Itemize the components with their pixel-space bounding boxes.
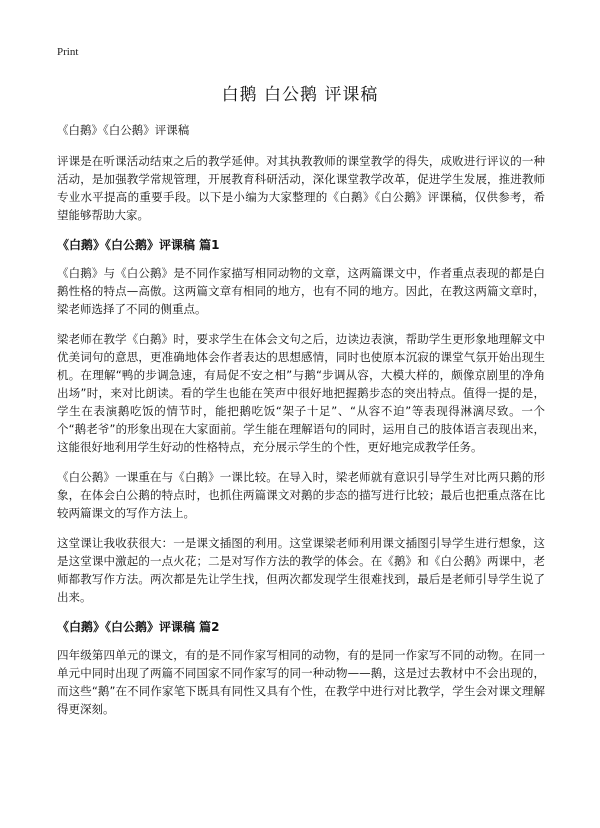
section-paragraph: 《白鹅》与《白公鹅》是不同作家描写相同动物的文章，这两篇课文中，作者重点表现的都是白鹅性格的特点—高傲。这两篇文章有相同的地方，也有不同的地方。因此，在教这两篇文章时，梁老师选择了不同的侧重点。 (57, 266, 545, 316)
section-paragraph: 梁老师在教学《白鹅》时，要求学生在体会文句之后，边读边表演，帮助学生更形象地理解文中优美词句的意思，更准确地体会作者表达的思想感情，同时也使原本沉寂的课堂气氛开始出现生机。在理解“鸭的步调急速，有局促不安之相”与鹅“步调从容，大模大样的，颇像京剧里的净角出场”时，来对比朗读。看的学生也能在笑声中很好地把握鹅步态的突出特点。值得一提的是，学生在表演鹅吃饭的情节时，能把鹅吃饭“架子十足”、“从容不迫”等表现得淋漓尽致。一个个“鹅老爷”的形象出现在大家面前。学生能在理解语句的同时，运用自己的肢体语言表现出来，这能很好地利用学生好动的性格特点，充分展示学生的个性，更好地完成教学任务。 (57, 332, 545, 454)
section-heading: 《白鹅》《白公鹅》评课稿 篇1 (57, 238, 220, 252)
document-subtitle: 《白鹅》《白公鹅》评课稿 (57, 123, 190, 137)
page-title: 白鹅 白公鹅 评课稿 (221, 85, 379, 105)
document-body (57, 121, 545, 730)
section-paragraph: 四年级第四单元的课文，有的是不同作家写相同的动物，有的是同一作家写不同的动物。在同一单元中同时出现了两篇不同国家不同作家写的同一种动物——鹅，这是过去教材中不会出现的，而这些“鹅”在不同作家笔下既具有同性又具有个性，在教学中进行对比教学，学生会对课文理解得更深刻。 (57, 648, 545, 716)
section-heading: 《白鹅》《白公鹅》评课稿 篇2 (57, 620, 220, 634)
section-paragraph: 这堂课让我收获很大：一是课文插图的利用。这堂课梁老师利用课文插图引导学生进行想象，这是这堂课中激起的一点火花；二是对写作方法的教学的体会。在《鹅》和《白公鹅》两课中，老师都教写作方法。两次都是先让学生找，但两次都发现学生很难找到，最后是老师引导学生说了出来。 (57, 536, 545, 604)
intro-paragraph: 评课是在听课活动结束之后的教学延伸。对其执教教师的课堂教学的得失，成败进行评议的一种活动，是加强教学常规管理，开展教育科研活动，深化课堂教学改革，促进学生发展，推进教师专业水平提高的重要手段。以下是小编为大家整理的《白鹅》《白公鹅》评课稿，仅供参考，希望能够帮助大家。 (57, 154, 545, 222)
section-paragraph: 《白公鹅》一课重在与《白鹅》一课比较。在导入时，梁老师就有意识引导学生对比两只鹅的形象，在体会白公鹅的特点时，也抓住两篇课文对鹅的步态的描写进行比较；最后也把重点落在比较两篇课文的写作方法上。 (57, 470, 545, 520)
print-link[interactable]: Print (57, 46, 79, 58)
